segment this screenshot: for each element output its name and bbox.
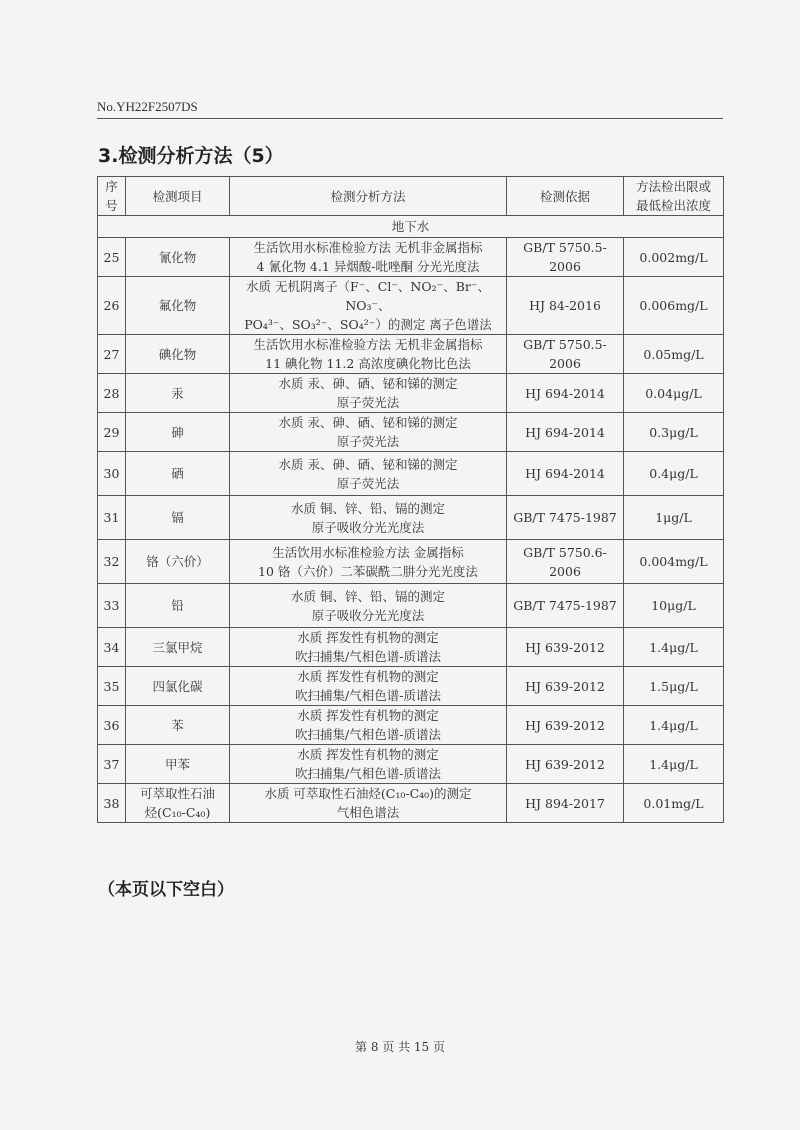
row-method: [230, 277, 507, 335]
row-item-line: 四氯化碳: [152, 678, 203, 694]
row-method-line: 水质 铜、锌、铅、镉的测定: [291, 588, 445, 604]
row-method: [230, 374, 507, 413]
header-limit: 方法检出限或 最低检出浓度: [624, 177, 724, 216]
row-method-line: 11 碘化物 11.2 高浓度碘化物比色法: [265, 356, 471, 371]
row-method-line: 10 铬（六价）二苯碳酰二肼分光光度法: [258, 563, 478, 579]
row-number: 34: [98, 628, 126, 667]
page-footer: 第 8 页 共 15 页: [355, 1040, 445, 1054]
header-item: 检测项目: [126, 177, 230, 216]
row-method-line: 水质 挥发性有机物的测定: [297, 669, 439, 684]
row-item-line: 氟化物: [158, 298, 197, 313]
row-method: [230, 667, 507, 706]
row-item-line: 烃(C₁₀-C₄₀): [144, 805, 211, 820]
row-method-line: 水质 汞、砷、硒、铋和锑的测定: [278, 415, 458, 430]
header-divider: [97, 118, 723, 119]
row-item: [126, 584, 230, 628]
row-number: 28: [98, 374, 126, 413]
row-limit: 0.006mg/L: [624, 277, 724, 335]
table-header-row: [98, 177, 724, 216]
row-limit: 1μg/L: [624, 496, 724, 540]
row-method-line: 吹扫捕集/气相色谱-质谱法: [295, 649, 441, 664]
row-item: [126, 706, 230, 745]
row-basis: HJ 84-2016: [507, 277, 624, 335]
row-item-line: 苯: [171, 717, 184, 733]
table-row: [98, 413, 724, 452]
row-limit: 0.01mg/L: [624, 784, 724, 823]
row-method: [230, 496, 507, 540]
row-method: [230, 238, 507, 277]
table-row: [98, 374, 724, 413]
row-limit: 0.002mg/L: [624, 238, 724, 277]
row-item-line: 铅: [171, 598, 184, 613]
row-method: [230, 628, 507, 667]
row-number: 36: [98, 706, 126, 745]
methods-table: [97, 176, 724, 823]
row-basis: HJ 639-2012: [507, 628, 624, 667]
row-limit: 10μg/L: [624, 584, 724, 628]
row-method-line: 水质 挥发性有机物的测定: [297, 630, 439, 645]
row-method-line: 水质 挥发性有机物的测定: [297, 708, 439, 723]
row-method-line: 气相色谱法: [336, 805, 400, 820]
row-number: 26: [98, 277, 126, 335]
row-method-line: PO₄³⁻、SO₃²⁻、SO₄²⁻）的测定 离子色谱法: [244, 317, 492, 332]
table-row: [98, 584, 724, 628]
row-basis: HJ 694-2014: [507, 374, 624, 413]
row-item-line: 砷: [171, 424, 184, 440]
row-item: [126, 277, 230, 335]
header-seq: 序 号: [98, 177, 126, 216]
row-item-line: 汞: [171, 385, 184, 401]
table-row: [98, 452, 724, 496]
row-item: [126, 667, 230, 706]
table-row: [98, 335, 724, 374]
row-limit: 1.4μg/L: [624, 628, 724, 667]
row-basis: HJ 694-2014: [507, 413, 624, 452]
table-row: [98, 745, 724, 784]
row-limit: 1.4μg/L: [624, 745, 724, 784]
row-method: [230, 706, 507, 745]
row-item: [126, 745, 230, 784]
row-item-line: 铬（六价）: [146, 554, 209, 569]
row-number: 32: [98, 540, 126, 584]
row-method-line: 水质 铜、锌、铅、镉的测定: [291, 500, 445, 516]
row-number: 37: [98, 745, 126, 784]
row-basis: HJ 694-2014: [507, 452, 624, 496]
row-method: [230, 413, 507, 452]
row-method-line: 生活饮用水标准检验方法 金属指标: [272, 544, 464, 560]
row-method-line: 水质 无机阴离子（F⁻、Cl⁻、NO₂⁻、Br⁻、NO₃⁻、: [246, 279, 490, 313]
row-number: 33: [98, 584, 126, 628]
row-number: 35: [98, 667, 126, 706]
row-limit: 1.5μg/L: [624, 667, 724, 706]
row-number: 25: [98, 238, 126, 277]
row-number: 31: [98, 496, 126, 540]
row-basis: HJ 639-2012: [507, 745, 624, 784]
row-method-line: 水质 挥发性有机物的测定: [297, 747, 439, 762]
row-item-line: 可萃取性石油: [139, 786, 215, 801]
row-item: [126, 335, 230, 374]
row-item-line: 三氯甲烷: [152, 639, 203, 655]
row-basis: GB/T 5750.5-2006: [507, 335, 624, 374]
group-row: [98, 216, 724, 238]
table-row: [98, 784, 724, 823]
row-item: [126, 413, 230, 452]
row-number: 38: [98, 784, 126, 823]
row-method: [230, 452, 507, 496]
table-row: [98, 496, 724, 540]
row-item-line: 氰化物: [158, 249, 197, 265]
row-item: [126, 238, 230, 277]
table-row: [98, 667, 724, 706]
row-basis: GB/T 5750.5-2006: [507, 238, 624, 277]
row-method-line: 原子荧光法: [336, 475, 400, 491]
row-limit: 1.4μg/L: [624, 706, 724, 745]
report-number: No.YH22F2507DS: [97, 99, 198, 114]
row-item: [126, 496, 230, 540]
row-method-line: 生活饮用水标准检验方法 无机非金属指标: [253, 240, 483, 255]
row-number: 27: [98, 335, 126, 374]
row-limit: 0.004mg/L: [624, 540, 724, 584]
row-item: [126, 784, 230, 823]
row-method: [230, 745, 507, 784]
row-limit: 0.05mg/L: [624, 335, 724, 374]
row-method: [230, 584, 507, 628]
row-item: [126, 628, 230, 667]
row-number: 29: [98, 413, 126, 452]
row-number: 30: [98, 452, 126, 496]
row-item-line: 碘化物: [158, 346, 197, 362]
row-method-line: 原子荧光法: [336, 434, 400, 449]
row-method-line: 4 氰化物 4.1 异烟酸-吡唑酮 分光光度法: [256, 259, 480, 274]
row-method-line: 原子吸收分光光度法: [311, 607, 425, 623]
row-method-line: 吹扫捕集/气相色谱-质谱法: [295, 766, 441, 781]
row-method-line: 水质 汞、砷、硒、铋和锑的测定: [278, 376, 458, 391]
row-basis: HJ 639-2012: [507, 706, 624, 745]
section-title: 3.检测分析方法（5）: [98, 145, 284, 167]
header-basis: 检测依据: [507, 177, 624, 216]
row-basis: GB/T 5750.6-2006: [507, 540, 624, 584]
table-row: [98, 277, 724, 335]
row-item: [126, 540, 230, 584]
table-row: [98, 628, 724, 667]
row-item-line: 镉: [171, 510, 184, 525]
row-limit: 0.3μg/L: [624, 413, 724, 452]
row-basis: HJ 894-2017: [507, 784, 624, 823]
blank-note: （本页以下空白）: [98, 880, 234, 900]
table-row: [98, 238, 724, 277]
row-item-line: 甲苯: [164, 756, 190, 772]
row-method-line: 水质 汞、砷、硒、铋和锑的测定: [278, 456, 458, 472]
row-item: [126, 374, 230, 413]
row-method-line: 生活饮用水标准检验方法 无机非金属指标: [253, 337, 483, 352]
group-label: 地下水: [98, 216, 724, 238]
row-method: [230, 335, 507, 374]
row-limit: 0.4μg/L: [624, 452, 724, 496]
table-row: [98, 706, 724, 745]
row-method-line: 吹扫捕集/气相色谱-质谱法: [295, 688, 441, 703]
table-row: [98, 540, 724, 584]
row-basis: HJ 639-2012: [507, 667, 624, 706]
row-method-line: 吹扫捕集/气相色谱-质谱法: [295, 727, 441, 742]
row-item-line: 硒: [171, 466, 184, 481]
row-method: [230, 540, 507, 584]
row-method-line: 原子荧光法: [336, 395, 400, 410]
row-method: [230, 784, 507, 823]
row-limit: 0.04μg/L: [624, 374, 724, 413]
row-basis: GB/T 7475-1987: [507, 584, 624, 628]
row-method-line: 水质 可萃取性石油烃(C₁₀-C₄₀)的测定: [264, 786, 472, 801]
row-basis: GB/T 7475-1987: [507, 496, 624, 540]
row-method-line: 原子吸收分光光度法: [311, 519, 425, 535]
row-item: [126, 452, 230, 496]
header-method: 检测分析方法: [230, 177, 507, 216]
